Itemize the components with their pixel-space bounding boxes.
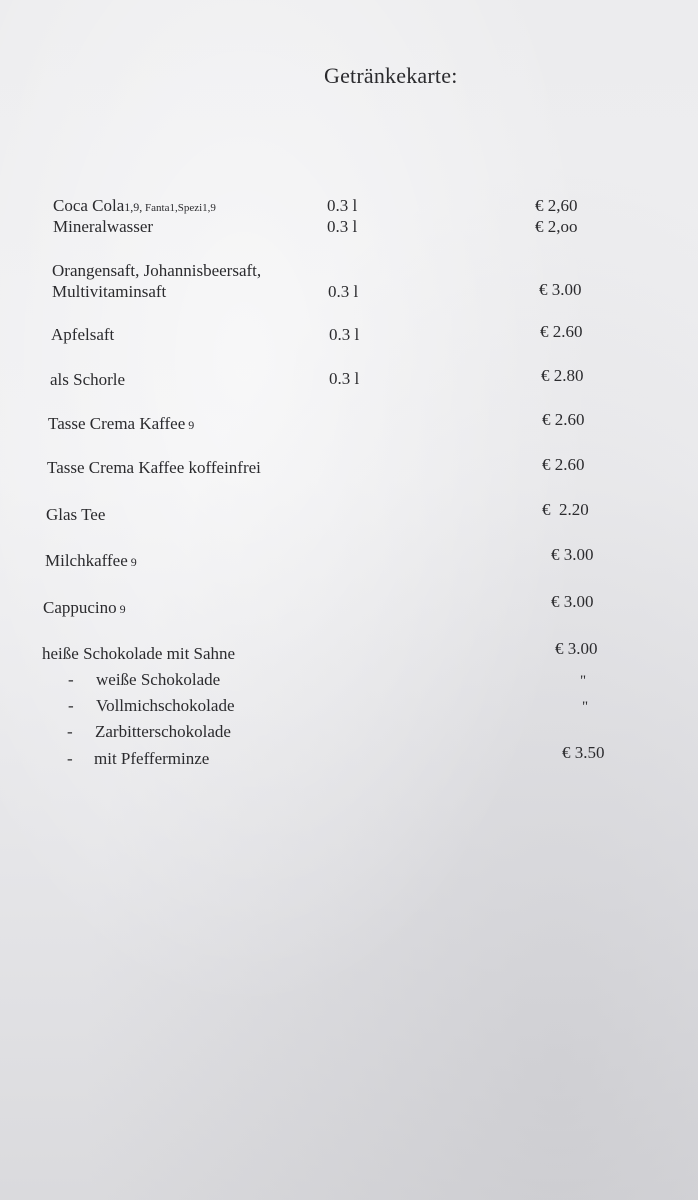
sub-weiss-price: " <box>580 673 587 689</box>
item-crema-kaffee-price: € 2.60 <box>542 410 585 429</box>
sub-zartbitter-name: Zarbitterschokolade <box>95 722 231 741</box>
item-schorle-name: als Schorle <box>50 370 126 389</box>
item-coca-cola-name <box>53 196 216 218</box>
item-cappucino-label: Cappucino <box>43 598 117 617</box>
item-saft-line2: Multivitaminsaft <box>52 282 167 301</box>
sub-vollmilch-name: Vollmichschokolade <box>96 696 235 715</box>
item-apfelsaft-name: Apfelsaft <box>51 325 115 344</box>
item-cappucino-code: 9 <box>116 602 126 616</box>
item-coca-cola-price: € 2,60 <box>535 196 578 215</box>
item-schorle-price: € 2.80 <box>541 366 584 385</box>
item-schokolade-price: € 3.00 <box>555 639 598 658</box>
item-milchkaffee-name <box>45 551 137 572</box>
sub-weiss-dash: - <box>68 670 74 689</box>
item-saft-price: € 3.00 <box>539 280 582 299</box>
page-title: Getränkekarte: <box>324 63 458 88</box>
item-coca-cola-label: Coca Cola <box>53 196 125 215</box>
item-coca-cola-extra: Fanta1,Spezi1,9 <box>142 202 216 214</box>
item-cappucino-name <box>43 598 126 619</box>
item-crema-koffeinfrei-name: Tasse Crema Kaffee koffeinfrei <box>47 458 261 477</box>
item-coca-cola-code: 1,9, <box>124 200 143 214</box>
item-apfelsaft-price: € 2.60 <box>540 322 583 341</box>
item-saft-volume: 0.3 l <box>328 282 359 301</box>
sub-zartbitter-dash: - <box>67 722 73 741</box>
item-coca-cola-volume: 0.3 l <box>327 196 358 215</box>
item-schorle-volume: 0.3 l <box>329 369 360 388</box>
item-mineralwasser-volume: 0.3 l <box>327 217 358 236</box>
item-schokolade-name: heiße Schokolade mit Sahne <box>42 644 236 663</box>
item-mineralwasser-name: Mineralwasser <box>53 217 154 236</box>
sub-pfefferminze-name: mit Pfefferminze <box>94 749 210 768</box>
sub-vollmilch-dash: - <box>68 696 74 715</box>
item-milchkaffee-label: Milchkaffee <box>45 551 128 570</box>
item-crema-koffeinfrei-price: € 2.60 <box>542 455 585 474</box>
item-saft-line1: Orangensaft, Johannisbeersaft, <box>52 261 262 280</box>
sub-vollmilch-price: " <box>582 699 589 715</box>
item-cappucino-price: € 3.00 <box>551 592 594 611</box>
sub-pfefferminze-dash: - <box>67 749 73 768</box>
item-glas-tee-price: € 2.20 <box>542 500 589 519</box>
sub-pfefferminze-price: € 3.50 <box>562 743 605 762</box>
sub-weiss-name: weiße Schokolade <box>96 670 221 689</box>
item-glas-tee-name: Glas Tee <box>46 505 106 524</box>
item-milchkaffee-price: € 3.00 <box>551 545 594 564</box>
item-milchkaffee-code: 9 <box>127 555 137 569</box>
item-crema-kaffee-name <box>48 414 194 435</box>
item-apfelsaft-volume: 0.3 l <box>329 325 360 344</box>
item-crema-kaffee-code: 9 <box>185 418 195 432</box>
item-crema-kaffee-label: Tasse Crema Kaffee <box>48 414 186 433</box>
item-mineralwasser-price: € 2,oo <box>535 217 578 236</box>
